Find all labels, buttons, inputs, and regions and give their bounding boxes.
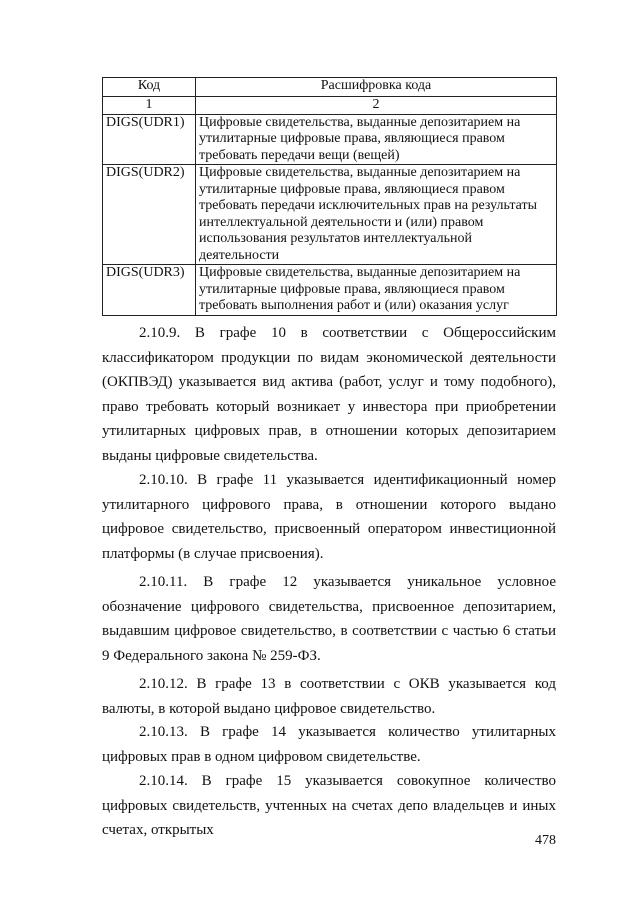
row-code: DIGS(UDR1)	[103, 114, 196, 165]
header-decoding: Расшифровка кода	[196, 78, 557, 97]
paragraph-2-10-13: 2.10.13. В графе 14 указывается количество утилитарных цифровых прав в одном цифровом свидетельстве.	[102, 724, 556, 765]
paragraph-2-10-12: 2.10.12. В графе 13 в соответствии с ОКВ указывается код валюты, в которой выдано цифровое свидетельство.	[102, 676, 556, 717]
paragraph-2-10-9: 2.10.9. В графе 10 в соответствии с Общероссийским классификатором продукции по видам экономической деятельности (ОКПВЭД) указывается вид актива (работ, услуг и тому подобного), право требовать который возникает у инвестора при приобретении утилитарных цифровых прав, в отношении которых депозитарием выданы цифровые свидетельства.	[102, 325, 556, 464]
column-number-1: 1	[103, 97, 196, 115]
header-code: Код	[103, 78, 196, 97]
table-row	[103, 165, 557, 265]
paragraph-2-10-14: 2.10.14. В графе 15 указывается совокупное количество цифровых свидетельств, учтенных на счетах депо владельцев и иных счетах, открытых	[102, 773, 556, 838]
row-description: Цифровые свидетельства, выданные депозитарием на утилитарные цифровые права, являющиеся правом требовать выполнения работ и (или) оказания услуг	[196, 265, 557, 316]
paragraph-2-10-10: 2.10.10. В графе 11 указывается идентификационный номер утилитарного цифрового права, в отношении которого выдано цифровое свидетельство, присвоенный оператором инвестиционной платформы (в случае присвоения).	[102, 472, 556, 562]
row-code: DIGS(UDR2)	[103, 165, 196, 265]
row-description: Цифровые свидетельства, выданные депозитарием на утилитарные цифровые права, являющиеся правом требовать передачи исключительных прав на результаты интеллектуальной деятельности и (или) правом использования результатов интеллектуальной деятельности	[196, 165, 557, 265]
page-number: 478	[535, 833, 556, 848]
paragraph-2-10-11: 2.10.11. В графе 12 указывается уникальное условное обозначение цифрового свидетельства, присвоенное депозитарием, выдавшим цифровое свидетельство, в соответствии с частью 6 статьи 9 Федерального закона № 259-ФЗ.	[102, 574, 556, 664]
row-description: Цифровые свидетельства, выданные депозитарием на утилитарные цифровые права, являющиеся правом требовать передачи вещи (вещей)	[196, 114, 557, 165]
table-row	[103, 114, 557, 165]
code-table	[102, 77, 557, 316]
table-row	[103, 265, 557, 316]
row-code: DIGS(UDR3)	[103, 265, 196, 316]
table-header-row	[103, 78, 557, 97]
column-number-row	[103, 97, 557, 115]
column-number-2: 2	[196, 97, 557, 115]
